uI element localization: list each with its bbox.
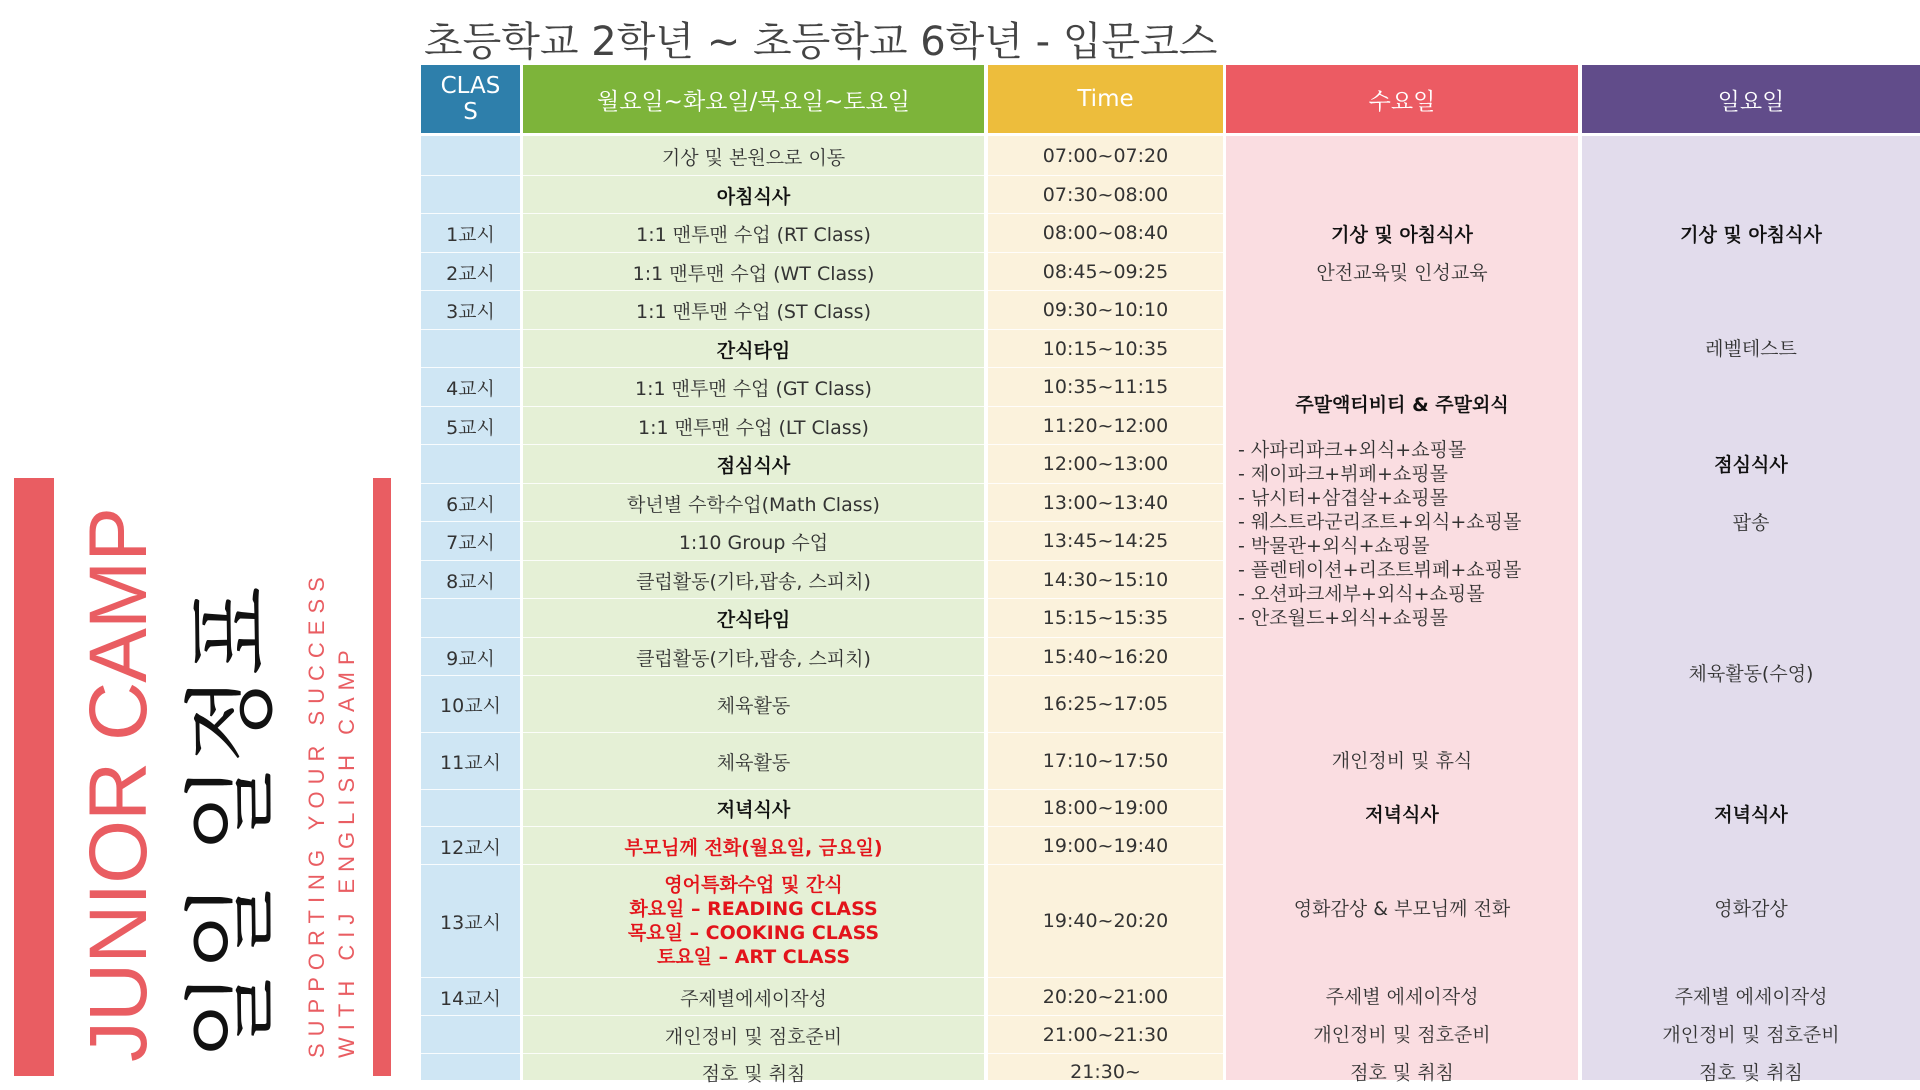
wed-essay: 주세별 에세이작성 xyxy=(1325,985,1479,1008)
wed-weekend-list xyxy=(1238,438,1521,630)
time-cell: 19:00~19:40 xyxy=(1042,835,1169,857)
activity-cell: 1:1 맨투맨 수업 (GT Class) xyxy=(635,377,872,400)
camp-title: JUNIOR CAMP xyxy=(73,508,164,1062)
header-sunday: 일요일 xyxy=(1582,65,1920,133)
weekend-list-item: - 안조월드+외식+쇼핑몰 xyxy=(1238,607,1448,629)
activity-cell: 아침식사 xyxy=(716,185,791,208)
activity-cell: 기상 및 본원으로 이동 xyxy=(661,146,846,169)
class-period-cell: 2교시 xyxy=(446,262,495,285)
time-cell: 09:30~10:10 xyxy=(1042,299,1169,321)
class-period-cell xyxy=(421,445,520,483)
class-period-cell: 12교시 xyxy=(440,836,501,859)
class-period-cell: 11교시 xyxy=(440,751,501,774)
class-period-cell: 3교시 xyxy=(446,300,495,323)
class-period-cell: 13교시 xyxy=(440,911,501,934)
sun-dinner: 저녁식사 xyxy=(1714,803,1788,826)
class-period-cell xyxy=(421,176,520,214)
class-period-cell: 4교시 xyxy=(446,377,495,400)
activity-cell: 1:1 맨투맨 수업 (WT Class) xyxy=(632,262,875,285)
activity-cell: 클럽활동(기타,팝송, 스피치) xyxy=(636,570,871,593)
activity-cell: 1:1 맨투맨 수업 (RT Class) xyxy=(636,223,871,246)
sun-movie: 영화감상 xyxy=(1714,897,1788,920)
tagline-line-2: WITH CIJ ENGLISH CAMP xyxy=(334,643,359,1058)
weekend-list-item: - 웨스트라군리조트+외식+쇼핑몰 xyxy=(1238,511,1522,533)
header-class-label: CLASS xyxy=(440,73,501,125)
activity-cell: 점호 및 취침 xyxy=(701,1062,806,1085)
activity-cell: 체육활동 xyxy=(716,694,791,717)
time-cell: 08:45~09:25 xyxy=(1042,261,1169,283)
activity-cell: 체육활동 xyxy=(716,751,791,774)
schedule-title: 일일 일정표 xyxy=(178,586,285,1060)
activity-cell: 간식타임 xyxy=(716,608,791,631)
time-cell: 18:00~19:00 xyxy=(1042,797,1169,819)
weekend-list-item: - 낚시터+삼겹살+쇼핑몰 xyxy=(1238,487,1448,509)
left-accent-bar xyxy=(14,478,54,1076)
class-period-cell: 10교시 xyxy=(440,694,501,717)
weekend-list-item: - 박물관+외식+쇼핑몰 xyxy=(1238,535,1430,557)
activity-cell: 1:1 맨투맨 수업 (ST Class) xyxy=(636,300,871,323)
time-cell: 10:15~10:35 xyxy=(1042,338,1169,360)
time-cell: 12:00~13:00 xyxy=(1042,453,1169,475)
time-cell: 11:20~12:00 xyxy=(1042,415,1169,437)
activity-cell: 개인정비 및 점호준비 xyxy=(664,1025,843,1048)
sunday-column xyxy=(1582,136,1920,1080)
wed-movie-call: 영화감상 & 부모님께 전화 xyxy=(1293,897,1511,920)
wed-sleep: 점호 및 취침 xyxy=(1350,1061,1454,1084)
wed-weekend-title: 주말액티비티 & 주말외식 xyxy=(1295,393,1509,416)
activity-line: 목요일 – COOKING CLASS xyxy=(627,922,880,944)
time-cell: 15:40~16:20 xyxy=(1042,646,1169,668)
class-period-cell xyxy=(421,599,520,637)
class-period-cell xyxy=(421,790,520,826)
activity-line: 토요일 – ART CLASS xyxy=(656,946,851,968)
weekend-list-item: - 제이파크+뷔페+쇼핑몰 xyxy=(1238,463,1448,485)
sun-wake-breakfast: 기상 및 아침식사 xyxy=(1680,223,1822,246)
header-class xyxy=(421,65,520,133)
activity-cell: 1:1 맨투맨 수업 (LT Class) xyxy=(638,416,869,439)
activity-cell: 점심식사 xyxy=(716,454,791,477)
activity-line: 화요일 – READING CLASS xyxy=(629,898,878,920)
time-cell: 21:00~21:30 xyxy=(1042,1024,1169,1046)
time-cell: 13:00~13:40 xyxy=(1042,492,1169,514)
class-period-cell: 14교시 xyxy=(440,987,501,1010)
class-period-cell: 8교시 xyxy=(446,570,495,593)
sun-essay: 주제별 에세이작성 xyxy=(1674,985,1828,1008)
class-period-cell: 7교시 xyxy=(446,531,495,554)
weekend-list-item: - 오션파크세부+외식+쇼핑몰 xyxy=(1238,583,1485,605)
sun-pe: 체육활동(수영) xyxy=(1688,662,1814,685)
header-time: Time xyxy=(988,65,1223,133)
wed-rest: 개인정비 및 휴식 xyxy=(1331,749,1473,772)
sun-pop: 팝송 xyxy=(1732,511,1770,534)
time-cell: 14:30~15:10 xyxy=(1042,569,1169,591)
time-cell: 13:45~14:25 xyxy=(1042,530,1169,552)
right-accent-bar xyxy=(373,478,391,1076)
header-wednesday: 수요일 xyxy=(1226,65,1578,133)
sun-sleep: 점호 및 취침 xyxy=(1699,1061,1803,1084)
activity-cell: 클럽활동(기타,팝송, 스피치) xyxy=(636,647,871,670)
weekend-list-item: - 사파리파크+외식+쇼핑몰 xyxy=(1238,439,1467,461)
class-period-cell xyxy=(421,1054,520,1090)
tagline-line-1: SUPPORTING YOUR SUCCESS xyxy=(304,570,329,1058)
header-weekday: 월요일~화요일/목요일~토요일 xyxy=(523,65,984,133)
activity-cell: 저녁식사 xyxy=(716,798,791,821)
time-cell: 20:20~21:00 xyxy=(1042,986,1169,1008)
class-period-cell: 5교시 xyxy=(446,416,495,439)
weekend-list-item: - 플렌테이션+리조트뷔페+쇼핑몰 xyxy=(1238,559,1522,581)
class-period-cell: 6교시 xyxy=(446,493,495,516)
wed-safety-education: 안전교육및 인성교육 xyxy=(1316,261,1488,284)
sun-prep: 개인정비 및 점호준비 xyxy=(1662,1023,1840,1046)
activity-cell xyxy=(523,865,984,977)
activity-line: 영어특화수업 및 간식 xyxy=(664,874,843,896)
activity-cell: 주제별에세이작성 xyxy=(680,987,827,1010)
activity-cell: 부모님께 전화(월요일, 금요일) xyxy=(624,836,883,859)
time-cell: 07:30~08:00 xyxy=(1042,184,1169,206)
tagline xyxy=(302,570,362,1058)
time-cell: 07:00~07:20 xyxy=(1042,145,1169,167)
activity-cell: 학년별 수학수업(Math Class) xyxy=(627,493,880,516)
activity-cell: 1:10 Group 수업 xyxy=(678,531,829,554)
wed-prep: 개인정비 및 점호준비 xyxy=(1313,1023,1491,1046)
time-cell: 10:35~11:15 xyxy=(1042,376,1169,398)
class-period-cell: 9교시 xyxy=(446,647,495,670)
time-cell: 08:00~08:40 xyxy=(1042,222,1169,244)
sun-level-test: 레벨테스트 xyxy=(1705,337,1797,360)
time-cell: 19:40~20:20 xyxy=(1042,910,1169,932)
class-period-cell xyxy=(421,137,520,175)
wed-wake-breakfast: 기상 및 아침식사 xyxy=(1331,223,1473,246)
time-cell: 15:15~15:35 xyxy=(1042,607,1169,629)
time-cell: 21:30~ xyxy=(1070,1061,1141,1083)
time-cell: 17:10~17:50 xyxy=(1042,750,1169,772)
activity-cell: 간식타임 xyxy=(716,339,791,362)
wed-dinner: 저녁식사 xyxy=(1365,803,1439,826)
class-period-cell xyxy=(421,1016,520,1054)
time-cell: 16:25~17:05 xyxy=(1042,693,1169,715)
page-title: 초등학교 2학년 ~ 초등학교 6학년 - 입문코스 xyxy=(424,19,1218,65)
sun-lunch: 점심식사 xyxy=(1714,453,1788,476)
class-period-cell: 1교시 xyxy=(446,223,495,246)
class-period-cell xyxy=(421,330,520,368)
